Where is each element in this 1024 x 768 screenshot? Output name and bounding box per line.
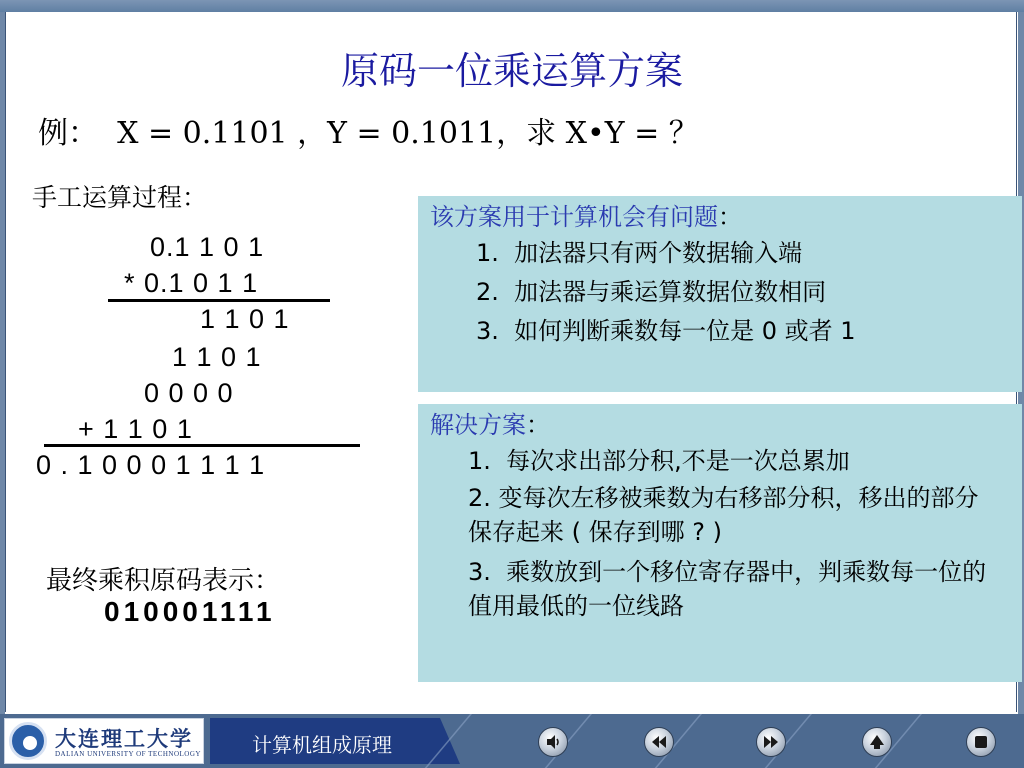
calc-multiplicand: 0.1 1 0 1: [150, 232, 265, 262]
example-line: [38, 108, 699, 152]
calc-partial-1: 1 1 0 1: [200, 304, 290, 334]
university-seal-icon: [9, 722, 47, 760]
up-arrow-icon: [868, 733, 886, 751]
previous-button[interactable]: [644, 727, 674, 757]
stop-icon: [972, 733, 990, 751]
next-button[interactable]: [756, 727, 786, 757]
calc-partial-4: + 1 1 0 1: [78, 414, 193, 444]
top-band: [0, 0, 1024, 12]
calc-rule-top: [108, 299, 330, 302]
problem-item-2: 2. 加法器与乘运算数据位数相同: [476, 278, 827, 306]
calc-result: 0 . 1 0 0 0 1 1 1 1: [36, 450, 266, 480]
sound-button[interactable]: [538, 727, 568, 757]
solutions-heading-colon: ：: [526, 411, 550, 439]
footer-bar: [0, 714, 1024, 768]
example-expression: X = 0.1101 ，Y = 0.1011，求 X•Y = ？: [117, 116, 699, 151]
solution-item-2: 2. 变每次左移被乘数为右移部分积，移出的部分保存起来 ( 保存到哪 ? ): [468, 484, 979, 546]
sound-icon: [544, 733, 562, 751]
solutions-heading-text: 解决方案: [430, 411, 526, 439]
calc-partial-2: 1 1 0 1: [172, 342, 262, 372]
problems-panel: [418, 196, 1022, 392]
final-product-label: 最终乘积原码表示：: [46, 566, 281, 596]
university-name-cn: 大连理工大学: [55, 726, 193, 751]
slide-title: 原码一位乘运算方案: [340, 49, 683, 93]
calc-rule-bottom: [44, 444, 360, 447]
problems-heading-text: 该方案用于计算机会有问题: [430, 203, 718, 231]
calc-multiplier: * 0.1 0 1 1: [124, 268, 259, 298]
example-prefix: 例：: [38, 116, 98, 151]
solutions-panel: [418, 404, 1022, 682]
problems-heading-colon: ：: [718, 203, 742, 231]
solution-item-3: 3. 乘数放到一个移位寄存器中，判乘数每一位的值用最低的一位线路: [468, 558, 987, 620]
course-name: 计算机组成原理: [252, 733, 392, 757]
previous-icon: [650, 733, 668, 751]
stop-button[interactable]: [966, 727, 996, 757]
problem-item-1: 1. 加法器只有两个数据输入端: [476, 239, 803, 267]
university-logo: [4, 718, 204, 764]
solutions-heading: [430, 408, 1012, 442]
home-button[interactable]: [862, 727, 892, 757]
university-name-en: DALIAN UNIVERSITY OF TECHNOLOGY: [55, 750, 201, 758]
next-icon: [762, 733, 780, 751]
solution-item-1: 1. 每次求出部分积,不是一次总累加: [468, 447, 850, 475]
manual-calc-title: 手工运算过程：: [32, 183, 208, 212]
problems-heading: [430, 200, 1012, 234]
problem-item-3: 3. 如何判断乘数每一位是 0 或者 1: [476, 317, 856, 345]
calc-partial-3: 0 0 0 0: [144, 378, 234, 408]
final-product-value: 010001111: [104, 596, 276, 627]
